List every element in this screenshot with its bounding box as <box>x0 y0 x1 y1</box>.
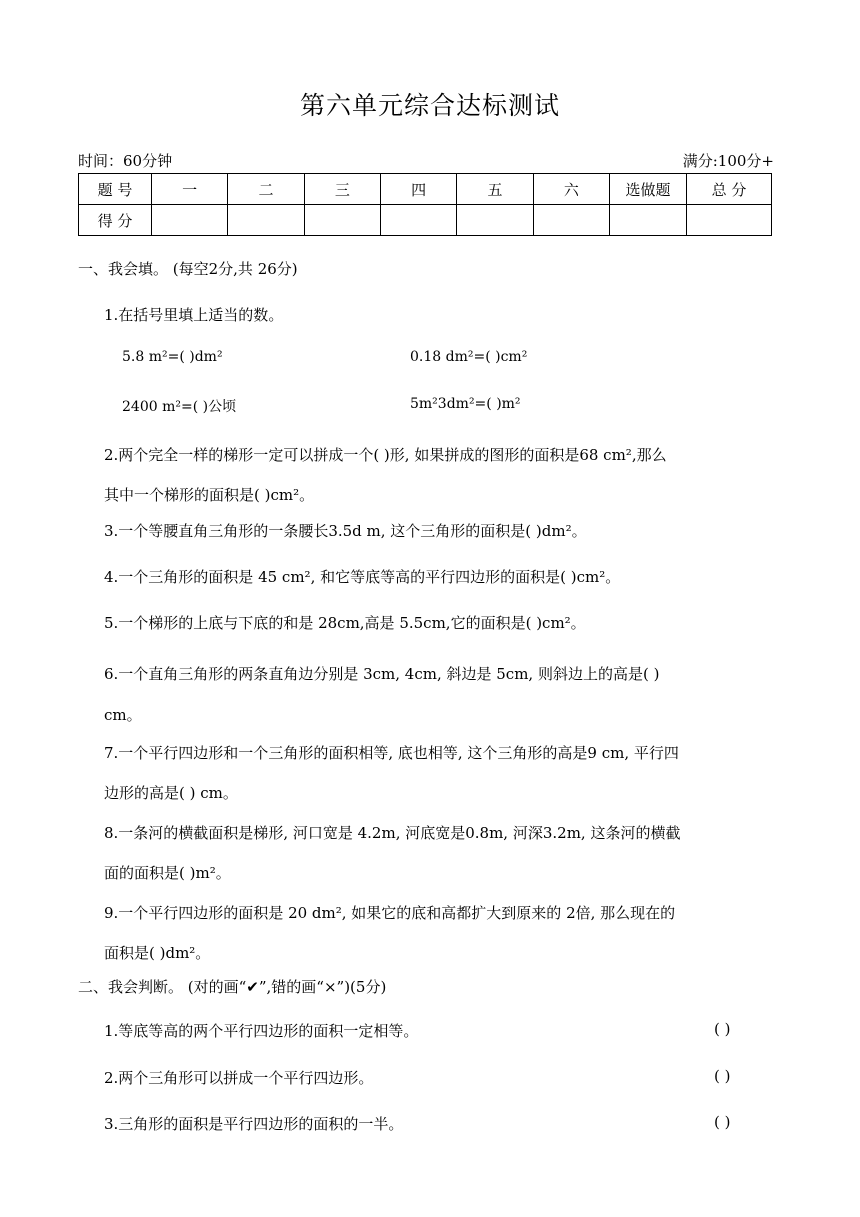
header-cell: 三 <box>304 174 380 205</box>
header-cell: 六 <box>533 174 609 205</box>
question-3: 3.一个等腰直角三角形的一条腰长3.5d m, 这个三角形的面积是( )dm²。 <box>104 522 587 540</box>
question-2-line-2: 其中一个梯形的面积是( )cm²。 <box>104 486 315 504</box>
header-cell: 一 <box>152 174 228 205</box>
score-cell[interactable] <box>152 205 228 236</box>
header-cell: 选做题 <box>610 174 687 205</box>
row-label: 得 分 <box>79 205 152 236</box>
question-2-line-1: 2.两个完全一样的梯形一定可以拼成一个( )形, 如果拼成的图形的面积是68 cm²,那么 <box>104 446 667 464</box>
fill-blank-3: 2400 m²=( )公顷 <box>122 399 237 415</box>
judge-answer-box-2[interactable]: ( ) <box>714 1067 731 1085</box>
question-5: 5.一个梯形的上底与下底的和是 28cm,高是 5.5cm,它的面积是( )cm²。 <box>104 614 586 632</box>
fill-blank-2: 0.18 dm²=( )cm² <box>410 349 528 365</box>
score-cell[interactable] <box>457 205 533 236</box>
score-cell[interactable] <box>228 205 304 236</box>
fill-blank-1: 5.8 m²=( )dm² <box>122 349 223 365</box>
question-1: 1.在括号里填上适当的数。 <box>104 306 284 324</box>
judge-answer-box-3[interactable]: ( ) <box>714 1113 731 1131</box>
header-cell: 题 号 <box>79 174 152 205</box>
fill-blank-4: 5m²3dm²=( )m² <box>410 396 521 412</box>
full-score: 满分:100分+ <box>682 152 774 170</box>
time-limit: 时间：60分钟 <box>78 152 173 170</box>
judge-item-2: 2.两个三角形可以拼成一个平行四边形。 <box>104 1069 374 1087</box>
score-table-score-row <box>79 205 772 236</box>
question-6-line-2: cm。 <box>104 706 142 724</box>
score-table-header-row <box>79 174 772 205</box>
header-cell: 二 <box>228 174 304 205</box>
question-4: 4.一个三角形的面积是 45 cm², 和它等底等高的平行四边形的面积是( )cm²。 <box>104 568 621 586</box>
score-cell[interactable] <box>533 205 609 236</box>
score-cell[interactable] <box>610 205 687 236</box>
question-9-line-2: 面积是( )dm²。 <box>104 944 211 962</box>
score-cell[interactable] <box>304 205 380 236</box>
question-8-line-1: 8.一条河的横截面积是梯形, 河口宽是 4.2m, 河底宽是0.8m, 河深3.2m, 这条河的横截 <box>104 824 681 842</box>
score-cell[interactable] <box>380 205 456 236</box>
score-table <box>78 173 772 236</box>
question-8-line-2: 面的面积是( )m²。 <box>104 864 231 882</box>
judge-item-1: 1.等底等高的两个平行四边形的面积一定相等。 <box>104 1022 419 1040</box>
section-1-heading: 一、我会填。 (每空2分,共 26分) <box>78 260 298 278</box>
question-9-line-1: 9.一个平行四边形的面积是 20 dm², 如果它的底和高都扩大到原来的 2倍, 那么现在的 <box>104 904 676 922</box>
question-7-line-1: 7.一个平行四边形和一个三角形的面积相等, 底也相等, 这个三角形的高是9 cm, 平行四 <box>104 744 679 762</box>
judge-answer-box-1[interactable]: ( ) <box>714 1020 731 1038</box>
page-title: 第六单元综合达标测试 <box>299 91 560 120</box>
header-cell: 五 <box>457 174 533 205</box>
judge-item-3: 3.三角形的面积是平行四边形的面积的一半。 <box>104 1115 404 1133</box>
section-2-heading: 二、我会判断。 (对的画“✔”,错的画“×”)(5分) <box>78 978 387 996</box>
header-cell: 总 分 <box>687 174 772 205</box>
header-cell: 四 <box>380 174 456 205</box>
score-cell[interactable] <box>687 205 772 236</box>
question-7-line-2: 边形的高是( ) cm。 <box>104 784 238 802</box>
question-6-line-1: 6.一个直角三角形的两条直角边分别是 3cm, 4cm, 斜边是 5cm, 则斜边上的高是( ) <box>104 665 660 683</box>
